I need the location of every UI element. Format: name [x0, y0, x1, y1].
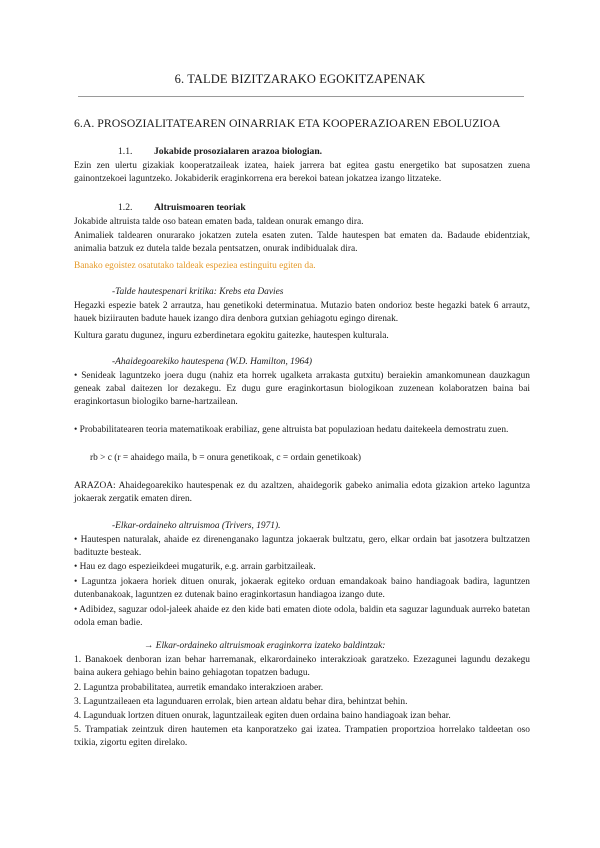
chapter-title: 6. TALDE BIZITZARAKO EGOKITZAPENAK	[174, 72, 426, 86]
reciprocal-title: -Elkar-ordaineko altruismoa (Trivers, 1971).	[112, 521, 281, 531]
subsection-1-1-number: 1.1.	[118, 146, 133, 157]
altruism-line-1: Jokabide altruista talde oso batean ematen bada, taldean onurak emango dira.	[74, 217, 364, 227]
condition-1: 1. Banakoek denboran izan behar harremanak, elkarordaineko interakzioak garatzeko. Ezezagunei lagundu dezakegu baina aukera gehiago behin baino gehiagotan topatzen badugu.	[74, 655, 530, 678]
kin-bullet-1: • Senideak laguntzeko joera dugu (nahiz eta horrek ugalketa arrakasta gutxitu) beraiekin amankomunean dauzkagun geneak zabal daitezen lor dezakegu. Ez dugu gure eraginkortasun biologikoan zuzenean kolaboratzen baina bai eraginkortasun biologiko barne-hartzailean.	[74, 371, 530, 407]
subsection-1-2-number: 1.2.	[118, 202, 133, 213]
critique-text-1: Hegazki espezie batek 2 arrautza, hau genetikoki determinatua. Mutazio baten ondorioz beste hegazki batek 6 arrautz, hauek biziirauten badute hauek izango dira denbora gutxian gehiagotu egingo direnak.	[74, 301, 530, 324]
subsection-1-1-text: Ezin zen ulertu gizakiak kooperatzaileak izatea, haiek jarrera bat egitea gastu energetiko bat suposatzen zuena gainontzekoei laguntzeko. Jokabiderik eraginkorrena era berekoi batean jokatzea izango litzateke.	[74, 161, 530, 184]
subsection-1-1-title: Jokabide prosozialaren arazoa biologian.	[154, 146, 323, 157]
objection-paragraph	[74, 480, 530, 506]
condition-2: 2. Laguntza probabilitatea, aurretik emandako interakzioen araber.	[74, 683, 324, 693]
subsection-1-1-heading	[118, 146, 322, 157]
reciprocal-bullet-3: • Laguntza jokaera horiek dituen onurak, jokaerak egiteko orduan emandakoak baino handiagoak badira, laguntzen dutenbanakoak, laguntzen ez dutenak baino eraginkortasun handiagoa izango dute.	[74, 577, 530, 600]
subsection-1-2-title: Altruismoaren teoriak	[154, 202, 246, 213]
kin-bullet-2: • Probabilitatearen teoria matematikoak erabiliaz, gene altruista bat populazioan hedatu daitekeela demostratu zuen.	[74, 425, 509, 435]
section-title: 6.A. PROSOZIALITATEAREN OINARRIAK ETA KOOPERAZIOAREN EBOLUZIOA	[74, 116, 501, 130]
reciprocal-bullet-4: • Adibidez, saguzar odol-jaleek ahaide ez den kide bati ematen diote odola, baldin eta saguzar lagunduak aurreko batetan odola eman badie.	[74, 605, 530, 628]
critique-title: -Talde hautespenari kritika: Krebs eta Davies	[112, 287, 284, 297]
reciprocal-bullet-2: • Hau ez dago espezieikdeei mugaturik, e.g. arrain garbitzaileak.	[74, 562, 316, 572]
condition-4: 4. Lagunduak lortzen dituen onurak, laguntzaileak egiten duen ordaina baino handiagoak izan behar.	[74, 711, 451, 721]
kin-formula: rb > c (r = ahaidego maila, b = onura genetikoak, c = ordain genetikoak)	[90, 453, 362, 463]
condition-5: 5. Trampatiak zeintzuk diren hautemen eta kanporatzeko gai izatea. Trampatien proportzioa horrelako taldeetan oso txikia, zigortu egiten direlako.	[74, 725, 530, 748]
altruism-orange-note: Banako egoistez osatutako taldeak espeziea estinguitu egiten da.	[74, 261, 316, 271]
reciprocal-bullet-1: • Hautespen naturalak, ahaide ez direnenganako laguntza jokaerak bultzatu, gero, elkar ordain bat jasotzera bultzatzen badituzte besteak.	[74, 535, 530, 558]
subsection-1-2-heading	[118, 202, 246, 213]
objection-label: ARAZOA:	[74, 481, 116, 491]
objection-text: Ahaidegoarekiko hautespenak ez du azaltzen, ahaidegorik gabeko animalia edota gizakion arteko laguntza jokaerak zergatik ematen diren.	[74, 481, 530, 504]
kin-selection-title: -Ahaidegoarekiko hautespena (W.D. Hamilton, 1964)	[112, 357, 313, 367]
conditions-title: → Elkar-ordaineko altruismoak eraginkorra izateko baldintzak:	[144, 641, 386, 651]
altruism-line-2: Animaliek taldearen onurarako jokatzen zutela esaten zuten. Talde hautespen bat ematen da. Badaude ebidentziak, animalia batzuk ez dutela talde bezala pentsatzen, onurak indibidualak dira.	[74, 231, 530, 254]
condition-3: 3. Laguntzaileaen eta lagunduaren errolak, bien artean aldatu behar dira, behintzat behin.	[74, 697, 408, 707]
title-divider	[78, 96, 524, 97]
critique-text-2: Kultura garatu dugunez, inguru ezberdinetara egokitu gaitezke, hautespen kulturala.	[74, 331, 389, 341]
